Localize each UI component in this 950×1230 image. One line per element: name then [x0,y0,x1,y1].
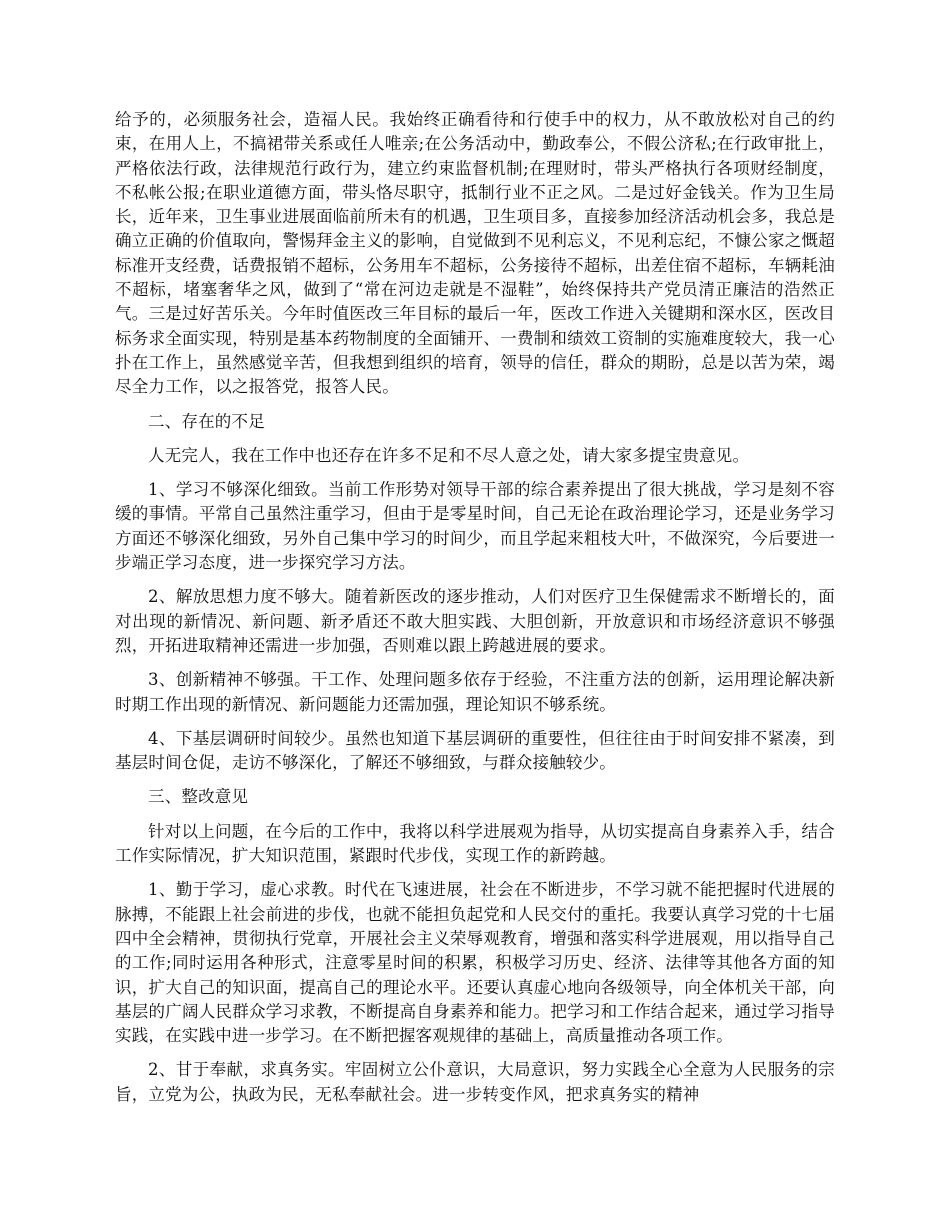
paragraph-intro-rectification: 针对以上问题，在今后的工作中，我将以科学进展观为指导，从切实提高自身素养入手，结合工作实际情况，扩大知识范围，紧跟时代步伐，实现工作的新跨越。 [115,821,835,866]
paragraph-shortcoming-4: 4、下基层调研时间较少。虽然也知道下基层调研的重要性，但往往由于时间安排不紧凑，到基层时间仓促，走访不够深化，了解还不够细致，与群众接触较少。 [115,728,835,773]
paragraph-shortcoming-1: 1、学习不够深化细致。当前工作形势对领导干部的综合素养提出了很大挑战，学习是刻不容缓的事情。平常自己虽然注重学习，但由于是零星时间，自己无论在政治理论学习，还是业务学习方面还不够深化细致，另外自己集中学习的时间少，而且学起来粗枝大叶，不做深究，今后要进一步端正学习态度，进一步探究学习方法。 [115,480,835,573]
paragraph-shortcoming-3: 3、创新精神不够强。干工作、处理问题多依存于经验，不注重方法的创新，运用理论解决新时期工作出现的新情况、新问题能力还需加强，理论知识不够系统。 [115,670,835,714]
paragraph-shortcoming-2: 2、解放思想力度不够大。随着新医改的逐步推动，人们对医疗卫生保健需求不断增长的，面对出现的新情况、新问题、新矛盾还不敢大胆实践、大胆创新，开放意识和市场经济意识不够强烈，开拓进取精神还需进一步加强，否则难以跟上跨越进展的要求。 [115,587,835,655]
section-heading-shortcomings: 二、存在的不足 [148,411,265,431]
paragraph-continuation: 给予的，必须服务社会，造福人民。我始终正确看待和行使手中的权力，从不敢放松对自己的约束，在用人上，不搞裙带关系或任人唯亲;在公务活动中，勤政奉公，不假公济私;在行政审批上，严格依法行政，法律规范行政行为，建立约束监督机制;在理财时，带头严格执行各项财经制度，不私帐公报;在职业道德方面，带头恪尽职守，抵制行业不正之风。二是过好金钱关。作为卫生局长，近年来，卫生事业进展面临前所未有的机遇，卫生项目多，直接参加经济活动机会多，我总是确立正确的价值取向，警惕拜金主义的影响，自觉做到不见利忘义，不见利忘纪，不慷公家之慨超标准开支经费，话费报销不超标，公务用车不超标，公务接待不超标，出差住宿不超标，车辆耗油不超标，堵塞奢华之风，做到了“常在河边走就是不湿鞋”，始终保持共产党员清正廉洁的浩然正气。三是过好苦乐关。今年时值医改三年目标的最后一年，医改工作进入关键期和深水区，医改目标务求全面实现，特别是基本药物制度的全面铺开、一费制和绩效工资制的实施难度较大，我一心扑在工作上，虽然感觉辛苦，但我想到组织的培育，领导的信任，群众的期盼，总是以苦为荣，竭尽全力工作，以之报答党，报答人民。 [115,110,835,397]
paragraph-intro-shortcomings: 人无完人，我在工作中也还存在许多不足和不尽人意之处，请大家多提宝贵意见。 [148,445,750,465]
paragraph-rectification-2: 2、甘于奉献，求真务实。牢固树立公仆意识，大局意识，努力实践全心全意为人民服务的宗旨，立党为公，执政为民，无私奉献社会。进一步转变作风，把求真务实的精神 [115,1060,835,1104]
section-heading-rectification: 三、整改意见 [148,787,249,807]
paragraph-rectification-1: 1、勤于学习，虚心求教。时代在飞速进展，社会在不断进步，不学习就不能把握时代进展的脉搏，不能跟上社会前进的步伐，也就不能担负起党和人民交付的重托。我要认真学习党的十七届四中全会精神，贯彻执行党章，开展社会主义荣辱观教育，增强和落实科学进展观，用以指导自己的工作;同时运用各种形式，注意零星时间的积累，积极学习历史、经济、法律等其他各方面的知识，扩大自己的知识面，提高自己的理论水平。还要认真虚心地向各级领导，向全体机关干部，向基层的广阔人民群众学习求教，不断提高自身素养和能力。把学习和工作结合起来，通过学习指导实践，在实践中进一步学习。在不断把握客观规律的基础上，高质量推动各项工作。 [115,880,835,1046]
document-page [115,108,835,1117]
